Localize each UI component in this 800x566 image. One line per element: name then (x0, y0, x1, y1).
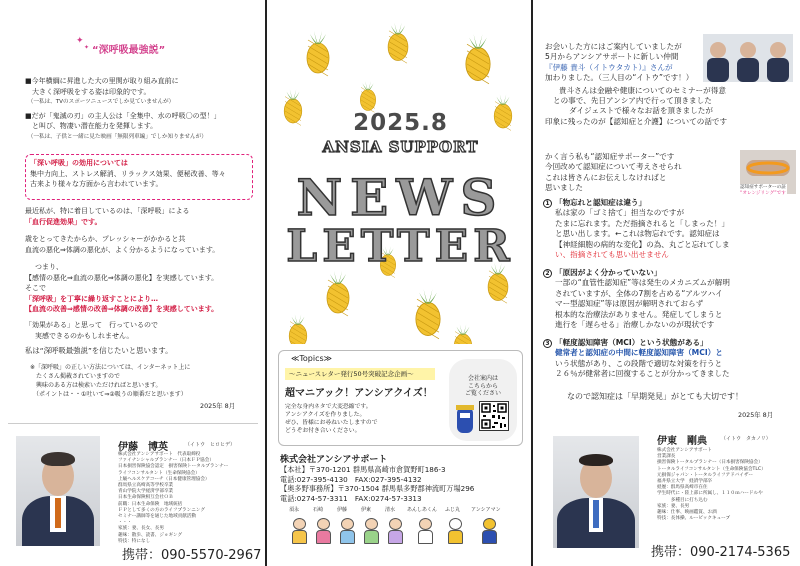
staff-figure (481, 518, 498, 546)
text-line: 【感情の悪化⇒血流の悪化⇒体調の悪化】を実感しています。 (25, 273, 219, 282)
text-line: ご覧ください (464, 390, 501, 397)
text-line: ダイジェストで様々なお話を頂きましたが (569, 106, 713, 116)
text-line: 一部の“血管性認知症”等は発生のメカニズムが解明 (555, 278, 730, 288)
text-line: 実感できるのかもしれません。 (35, 331, 134, 340)
detail-line: 株式会社アンシアサポート (657, 448, 712, 453)
title-news: NEWS (296, 168, 505, 227)
company-branch-address: 【奥多野事務所】〒370-1504 群馬県多野郡神流町万場296 (280, 484, 475, 493)
pineapple-icon (454, 322, 472, 344)
mascot-icon (453, 405, 477, 435)
text-line: アンシアクイズを作りました。 (285, 412, 366, 418)
author-phone[interactable]: 携帯：090-5570-2967 (122, 548, 262, 563)
footnote (30, 363, 190, 399)
staff-name: 須永 (289, 507, 300, 513)
section-cause (543, 268, 730, 330)
detail-line: ・・・ (118, 520, 132, 526)
company-address: 【本社】〒370-1201 群馬県高崎市倉賀野町186-3 (280, 465, 446, 474)
paragraph-summary (25, 262, 218, 315)
closing-statement: なので認知症は「早期発見」がとても大切です！ (567, 392, 743, 401)
detail-line: セミナー講師等を通じた地域貢献活動 (118, 514, 197, 520)
text-line: 根本的な治療法がありません。発症してしまうと (555, 309, 723, 319)
text-line: いう状態があり、この段階で適切な対策を行うと (555, 358, 723, 368)
qr-label (449, 375, 517, 398)
detail-line: 日本生命保険相互会社ＯＢ (118, 495, 174, 501)
text-line: 集中力向上、ストレス解消、リラックス効果、便秘改善、等々 (30, 169, 226, 178)
detail-line: ファイナンシャルプランナー（日本ＦＰ協会） (118, 458, 214, 464)
text-line: ■だが「鬼滅の刃」の主人公は「全集中、水の呼吸〇の型！」 (25, 111, 221, 120)
text-line: 歳をとってきたからか、プレッシャーがかかると共 (25, 235, 186, 243)
staff-figure (387, 518, 404, 546)
text-line: 血流の悪化⇒体調の悪化が、よく分かるようになっています。 (25, 245, 220, 254)
text-line: 思いました (545, 183, 583, 193)
text-line: たまに忘れます。ただ指摘されると「しまった！」 (555, 218, 730, 228)
ring-caption (739, 184, 787, 197)
topics-title: ≪Topics≫ (291, 354, 333, 363)
text-line: たくさん掲載されていますので (30, 373, 121, 380)
detail-line: トータルライフコンサルタント（生命保険協会TLC） (657, 466, 766, 472)
detail-line: 趣味：仕事、映画鑑賞、お酒 (657, 510, 717, 516)
author-details (118, 452, 228, 545)
text-line: 「深呼吸」を丁寧に繰り返すことにより… (25, 294, 158, 303)
staff-figure (339, 518, 356, 546)
detail-line: 趣味：散歩、読書、ジョギング (118, 532, 183, 538)
text-line: 古来より様々な方面から言われています。 (30, 180, 163, 188)
text-line: と叫び、物凄い潜在能力を発揮します。 (25, 122, 158, 130)
detail-line: 家族：妻、長女、長男 (118, 526, 164, 532)
text-line: そこで (25, 284, 46, 292)
detail-line: 損害保険トータルプランナー（日本損害保険協会） (657, 460, 763, 466)
qr-code-icon (480, 402, 508, 430)
staff-name: 石崎 (313, 507, 324, 513)
text-line: どうぞお付き合いください。 (285, 428, 361, 434)
text-line: 大きく深呼吸をする姿は印象的です。 (25, 87, 151, 96)
detail-line: 青山学院大学経済学部卒業 (118, 489, 174, 495)
detail-line: ＦＰとして多くの方のライフプランニング (118, 507, 205, 513)
text-line: （一私は、子供と一緒に見た映画「無限列車編」でしか知りませんが） (25, 133, 207, 140)
detail-line: 営業課長 (657, 454, 676, 460)
detail-line: 多種目に打ち込む (657, 497, 708, 503)
detail-line: 経歴：群馬県高崎市在住 (657, 485, 708, 491)
paragraph-pressure (25, 234, 219, 255)
staff-phone-itou[interactable]: 携帯：090-2174-5365 (651, 545, 791, 560)
detail-line: 特技：長体操、ルービックキューブ (657, 516, 731, 522)
paragraph-effect (25, 320, 158, 341)
number-badge: 3 (543, 339, 552, 348)
text-line: ※「深呼吸」の正しい方法については、インターネット上に (30, 364, 191, 371)
staff-photo-itou (553, 436, 639, 548)
text-line: 5月からアンシアサポートに新しい仲間 (545, 52, 679, 62)
section-heading: 「物忘れと認知症は違う」 (555, 198, 647, 207)
text-line: 『伊藤 貴斗（イトウタカト）』さんが (545, 62, 673, 72)
number-badge: 2 (543, 269, 552, 278)
text-line: 私は家の「ゴミ捨て」担当なのですが (555, 208, 685, 218)
text-line: 健常者と認知症の中間に軽度認知障害（MCI）と (555, 348, 723, 358)
text-line: 貴斗さんは金融や健康についてのセミナーが得意 (559, 85, 726, 95)
staff-name-itou: 伊東 剛典 (657, 436, 707, 447)
text-line: 最近私が、特に着目しているのは、「深呼吸」による (25, 207, 190, 215)
staff-figure (291, 518, 308, 546)
detail-line: 上級ヘルスケアコーチ（日本健康管理協会） (118, 476, 210, 482)
detail-line: 元損保ジャパン・トータルライフアドバイザー (657, 472, 754, 478)
text-line: 「効果がある」と思って 行っているので (25, 321, 158, 329)
column-divider (265, 0, 267, 566)
title-letter: LETTER (286, 221, 515, 272)
detail-line: 福井県立大学 経済学部卒 (657, 479, 713, 485)
text-line: 会社案内は (467, 375, 498, 382)
text-line: マー型認知症”等は原因が解明されておらず (555, 299, 704, 309)
section-forgetfulness (543, 198, 730, 260)
text-line: 今回改めて認知症について考えさせられ (545, 162, 682, 172)
text-line: 加わりました。（三人目の“イトウ”です！） (545, 73, 694, 83)
text-line: い、指摘されても思い出せません (555, 250, 669, 260)
topics-headline: 超マニアック！アンシアクイズ！ (285, 388, 433, 399)
text-line: 認知症サポーターの証 (740, 185, 786, 190)
footnote-date: 2025年 8月 (200, 402, 236, 410)
staff-figure (447, 518, 464, 546)
text-line: かく言う私も“認知症サポーター”です (545, 152, 675, 161)
header-title: “深呼吸最強説” (92, 45, 166, 56)
detail-line: 学生時代に・陸上部に所属し、１１０ｍハードルや (657, 491, 763, 497)
issue-year: 2025.8 (353, 110, 448, 136)
left-column (0, 0, 265, 566)
detail-line: 特技：特になし (118, 538, 151, 544)
text-line: との事で、先日アンシア内で行って頂きました (553, 96, 712, 106)
text-line: 【神経細胞の病的な変化】の為、丸ごと忘れてしま (555, 239, 730, 249)
detail-line: 群馬県立高崎高等学校卒業 (118, 483, 174, 489)
text-line: 印象に残ったのが【認知症と介護】についての話です (545, 116, 728, 126)
text-line: 完全な身内ネタで大変恐縮です。 (285, 404, 372, 410)
text-line: こちらから (467, 382, 498, 390)
pineapple-icon (416, 286, 440, 339)
deep-breath-header (40, 38, 240, 64)
text-line: つまり、 (35, 263, 63, 271)
pineapple-icon (360, 79, 375, 113)
staff-name: アンシアマン (471, 507, 501, 513)
section-heading: 「軽度認知障害（MCI）という状態がある」 (555, 338, 708, 347)
detail-line: ライフコンサルタント（生命保険協会） (118, 470, 200, 476)
text-line: （ポイントは・・①吐いて⇒②吸うの順番だと思います） (30, 391, 187, 398)
staff-name: 伊藤 (337, 507, 348, 513)
qr-code[interactable] (479, 401, 509, 431)
company-branch-phone: 電話:0274-57-3311 FAX:0274-57-3313 (280, 493, 422, 503)
author-photo (16, 436, 100, 546)
paragraph-belief: 私は“深呼吸最強説”を信じたいと思います。 (25, 346, 173, 355)
pineapple-icon (388, 20, 408, 63)
paragraph-intro (25, 76, 221, 142)
number-badge: 1 (543, 199, 552, 208)
topics-text (285, 403, 378, 435)
staff-kana-itou: （イトウ タカノリ） (721, 436, 771, 442)
brand-subtitle: ANSIA SUPPORT (322, 138, 479, 156)
company-phone: 電話:027-395-4130 FAX:027-395-4132 (280, 474, 422, 484)
text-line: ぜひ、皆様にお尋ねいたしますので (285, 420, 378, 426)
detail-line: 株式会社アンシアサポート 代表取締役 (118, 452, 201, 457)
staff-figure (315, 518, 332, 546)
text-line: これは皆さんにお伝えしなければと (545, 172, 667, 182)
text-line: 進行を「遅らせる」治療しかないのが現状です (555, 320, 715, 330)
right-column (533, 0, 800, 566)
text-line: 「深い呼吸」の効用については (30, 159, 128, 167)
company-name: 株式会社アンシアサポート (280, 455, 388, 465)
section-mci (543, 338, 730, 380)
staff-name: 清水 (385, 507, 396, 513)
effects-text (30, 158, 226, 190)
author-profile (8, 423, 262, 563)
cover-title-area (278, 8, 523, 344)
sparkle-icon: ✦ (84, 44, 90, 51)
text-line: と思い出します。←これは物忘れです。認知症は (555, 229, 720, 239)
detail-line: 日本損害保険協会認定 損害保険トータルプランナー (118, 464, 229, 470)
pineapple-icon (307, 28, 329, 76)
intro-text (545, 42, 727, 127)
staff-details-itou (657, 448, 766, 522)
detail-line: 前職：日本生命保険 地域統括 (118, 501, 183, 507)
author-kana: （イトウ ヒロヒデ） (185, 442, 236, 448)
text-line: 「血行促進効果」です。 (25, 217, 102, 226)
text-line: “オレンジリング”です (740, 190, 786, 196)
staff-figure (417, 518, 434, 546)
text-line: （一私は、TVのスポーツニュースでしか見ていませんが） (25, 99, 175, 105)
author-name: 伊藤 博英 (118, 442, 168, 453)
detail-line: 家族：妻、長男 (657, 503, 690, 509)
sparkle-icon: ✦ (76, 36, 84, 46)
staff-name: ふじ丸 (445, 507, 461, 513)
article-date: 2025年 8月 (738, 411, 774, 419)
staff-figure (363, 518, 380, 546)
text-line: 興味のある方は検索いただければと思います。 (30, 382, 162, 389)
staff-name: 伊東 (361, 507, 372, 513)
topics-banner: ～ニュースレター発行50号突破記念企画～ (285, 368, 435, 380)
text-line: お会いした方にはご案内していましたが (545, 42, 682, 51)
staff-illustration (285, 506, 521, 564)
pineapple-icon (466, 31, 490, 84)
supporter-text (545, 152, 682, 194)
pineapple-icon (327, 268, 349, 316)
pineapple-icon (289, 312, 307, 344)
text-line: ■今年横綱に昇進した大の里関が取り組み直前に (25, 77, 179, 85)
text-line: 【血流の改善⇒感情の改善⇒体調の改善】を実感しています。 (25, 305, 219, 313)
staff-name: あんしあくん (407, 507, 438, 513)
company-info (280, 452, 525, 503)
effects-box (25, 154, 253, 200)
qr-panel (449, 359, 517, 441)
text-line: ２６％が健常者に回復することが分かってきました (555, 369, 730, 379)
paragraph-circulation (25, 206, 190, 227)
section-heading: 「原因がよく分かっていない」 (555, 268, 662, 277)
text-line: されていますが、全体の7割を占める“アルツハイ (555, 288, 723, 298)
topics-box (278, 350, 523, 446)
